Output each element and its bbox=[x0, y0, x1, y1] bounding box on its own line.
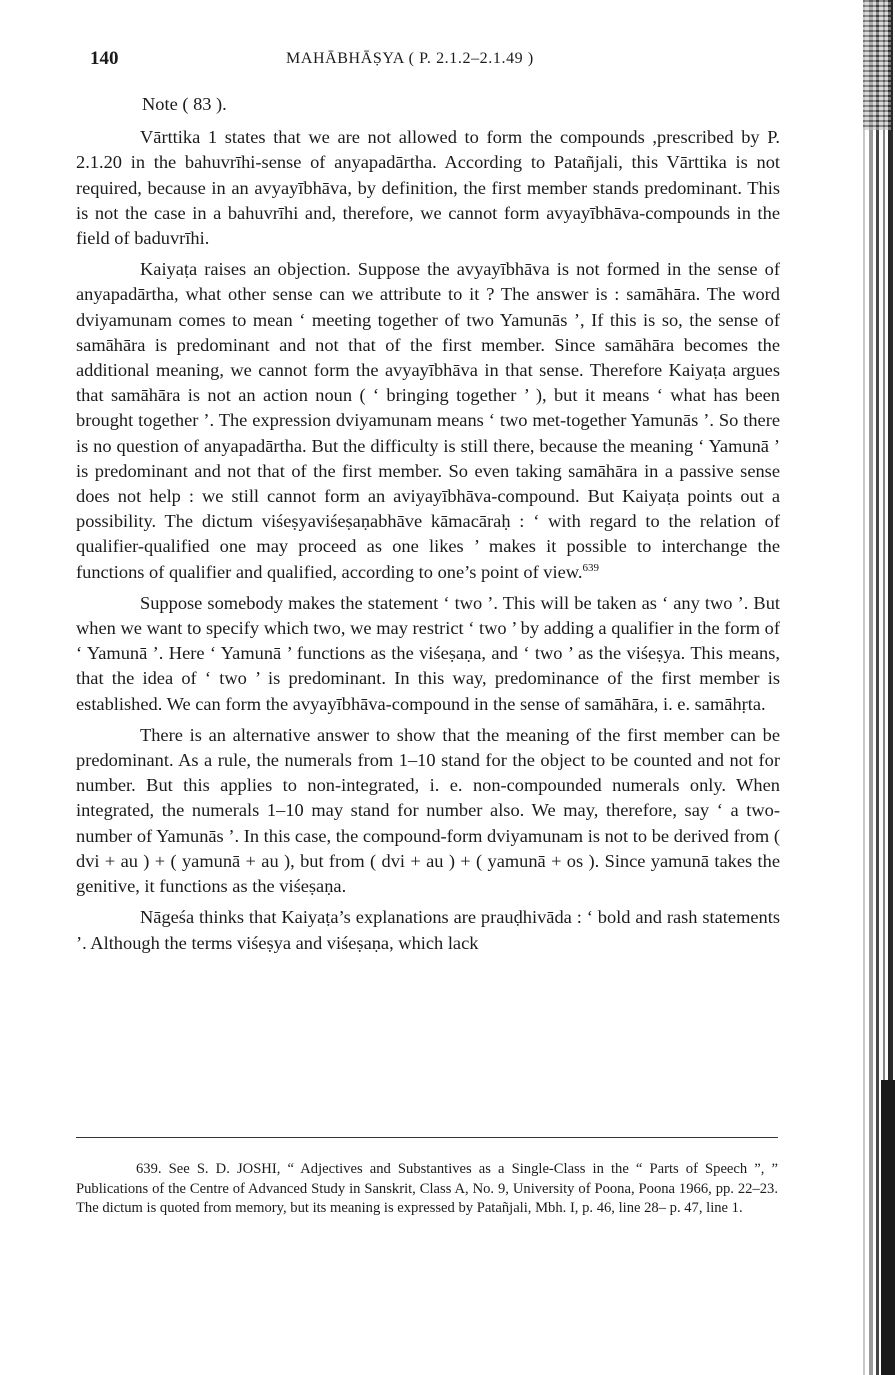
footnote bbox=[76, 1160, 778, 1219]
edge-shadow bbox=[881, 1080, 895, 1375]
paragraph: There is an alternative answer to show that the meaning of the first member can be predominant. As a rule, the numerals from 1–10 stand for the object to be counted and not for number. But this applies to non-integrated, i. e. non-compounded numerals only. When integrated, the numerals 1–10 may stand for number also. We may, therefore, say ‘ a two-number of Yamunās ’. In this case, the compound-form dviyamunam is not to be derived from ( dvi + au ) + ( yamunā + au ), but from ( dvi + au ) + ( yamunā + os ). Since yamunā takes the genitive, it functions as the viśeṣaṇa. bbox=[76, 724, 780, 897]
note-heading: Note ( 83 ). bbox=[142, 94, 227, 114]
footnote-ref: 639 bbox=[582, 561, 599, 574]
page-header bbox=[90, 48, 790, 72]
paragraph: Suppose somebody makes the statement ‘ two ’. This will be taken as ‘ any two ’. But when we want to specify which two, we may restrict ‘ two ’ by adding a qualifier in the form of ‘ Yamunā ’. Here ‘ Yamunā ’ functions as the viśeṣaṇa, and ‘ two ’ as the viśeṣya. This means, that the idea of ‘ two ’ is predominant. In this way, predominance of the first member is established. We can form the avyayībhāva-compound in the sense of samāhāra, i. e. samāhṛta. bbox=[76, 592, 780, 714]
scan-binding-edge bbox=[853, 0, 895, 1375]
edge-shadow bbox=[863, 0, 891, 130]
paragraph bbox=[76, 257, 780, 585]
edge-line bbox=[876, 0, 879, 1375]
footnote-text: 639. See S. D. JOSHI, “ Adjectives and Substantives as a Single-Class in the “ Parts of Speech ”, ” Publications of the Centre of Advanced Study in Sanskrit, Class A, No. 9, University of Poona, Poona 1966, pp. 22–23. The dictum is quoted from memory, but its meaning is expressed by Patañjali, Mbh. I, p. 46, line 28– p. 47, line 1. bbox=[76, 1161, 778, 1217]
paragraph: Nāgeśa thinks that Kaiyaṭa’s explanations are prauḍhivāda : ‘ bold and rash statements ’. Although the terms viśeṣya and viśeṣaṇa, which lack bbox=[76, 907, 780, 953]
body-text bbox=[76, 92, 780, 958]
page-number: 140 bbox=[90, 48, 119, 69]
running-head: MAHĀBHĀṢYA ( P. 2.1.2–2.1.49 ) bbox=[286, 50, 534, 67]
edge-line bbox=[863, 0, 865, 1375]
paragraph-text: Kaiyaṭa raises an objection. Suppose the avyayībhāva is not formed in the sense of anyapadārtha, what other sense can we attribute to it ? The answer is : samāhāra. The word dviyamunam comes to mean ‘ meeting together of two Yamunās ’, If this is so, the sense of samāhāra is predominant and not that of the first member. Since samāhāra becomes the additional meaning, we cannot form the avyayībhāva in that sense. Therefore Kaiyaṭa argues that samāhāra is not an action noun ( ‘ bringing together ’ ), but it means ‘ what has been brought together ’. The expression dviyamunam means ‘ two met-together Yamunās ’. So there is no question of anyapadārtha. But the difficulty is still there, because the meaning ‘ Yamunā ’ is predominant and not that of the first member. So even taking samāhāra in a passive sense does not help : we still cannot form an aviyayībhāva-compound. But Kaiyaṭa points out a possibility. The dictum viśeṣyaviśeṣaṇabhāve kāmacāraḥ : ‘ with regard to the relation of qualifier-qualified one may proceed as one likes ’ makes it possible to interchange the functions of qualifier and qualified, according to one’s point of view. bbox=[76, 259, 780, 582]
edge-line bbox=[869, 0, 873, 1375]
footnote-divider bbox=[76, 1137, 778, 1138]
paragraph: Vārttika 1 states that we are not allowed to form the compounds ,prescribed by P. 2.1.20 in the bahuvrīhi-sense of anyapadārtha. According to Patañjali, this Vārttika is not required, because in an avyayībhāva, by definition, the first member stands predominant. This is not the case in a bahuvrīhi and, therefore, we cannot form avyayībhāva-compounds in the field of baduvrīhi. bbox=[76, 127, 780, 249]
